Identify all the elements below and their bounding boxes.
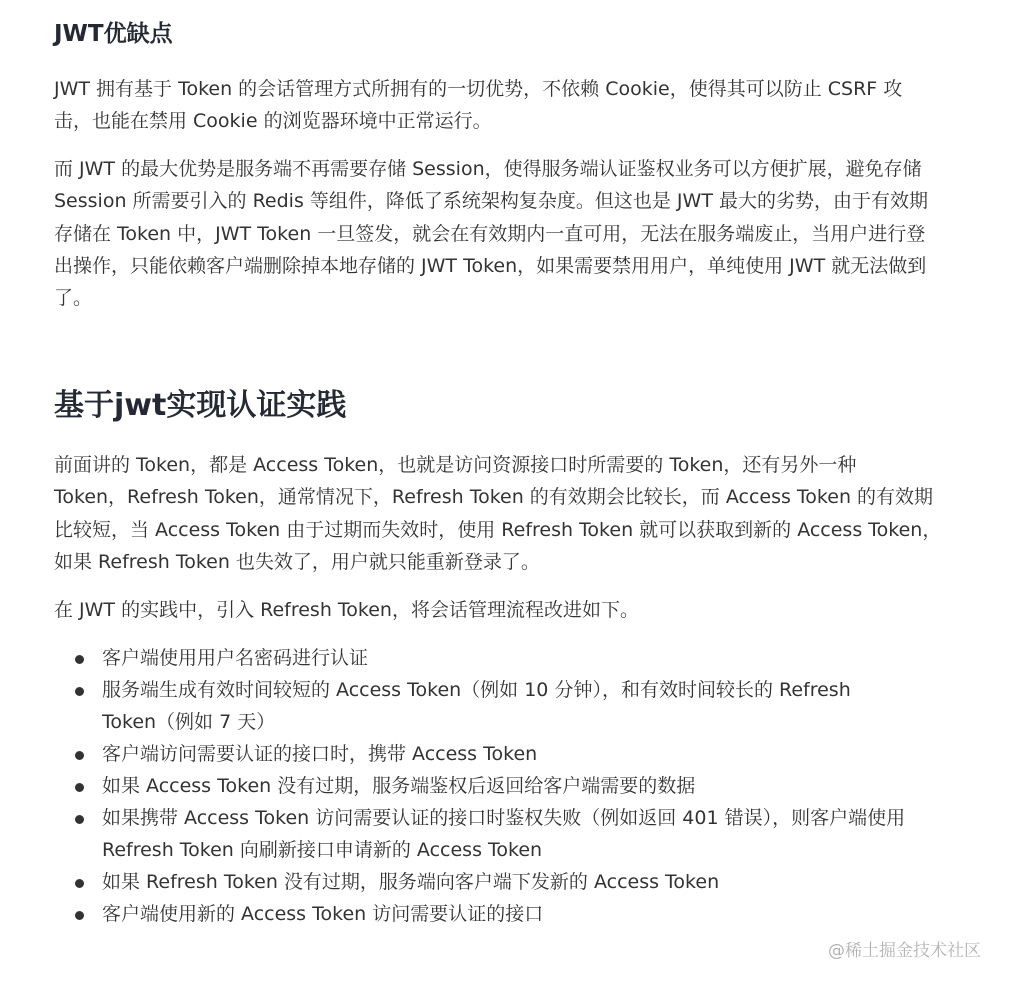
watermark: @稀土掘金技术社区 bbox=[828, 941, 981, 961]
bullet-icon bbox=[75, 911, 84, 920]
bullet-icon bbox=[75, 879, 84, 888]
list-item bbox=[54, 866, 1002, 898]
list-item-line: Refresh Token 向刷新接口申请新的 Access Token bbox=[102, 839, 543, 861]
bullet-icon bbox=[75, 751, 84, 760]
paragraph-line: 如果 Refresh Token 也失效了，用户就只能重新登录了。 bbox=[54, 550, 540, 573]
list-item-line: 服务端生成有效时间较短的 Access Token（例如 10 分钟），和有效时间较长的 Refresh bbox=[102, 679, 851, 701]
list-item bbox=[54, 770, 1002, 802]
paragraph-line: 比较短，当 Access Token 由于过期而失效时，使用 Refresh Token 就可以获取到新的 Access Token， bbox=[54, 518, 942, 541]
list-item-line: 客户端使用用户名密码进行认证 bbox=[102, 647, 369, 669]
paragraph-jwt-advantages bbox=[54, 73, 1002, 138]
list-item bbox=[54, 802, 1002, 866]
paragraph-line: 出操作，只能依赖客户端删除掉本地存储的 JWT Token，如果需要禁用用户，单纯使用 JWT 就无法做到 bbox=[54, 254, 927, 277]
list-item-line: Token（例如 7 天） bbox=[102, 711, 276, 733]
paragraph-line: 击，也能在禁用 Cookie 的浏览器环境中正常运行。 bbox=[54, 110, 492, 133]
list-item-line: 如果携带 Access Token 访问需要认证的接口时鉴权失败（例如返回 401 错误），则客户端使用 bbox=[102, 807, 906, 829]
list-item bbox=[54, 674, 1002, 738]
paragraph-line: Token，Refresh Token，通常情况下，Refresh Token 的有效期会比较长，而 Access Token 的有效期 bbox=[54, 486, 934, 509]
session-flow-list bbox=[54, 642, 1002, 930]
paragraph-refresh-token-intro bbox=[54, 449, 1002, 578]
list-item-line: 如果 Access Token 没有过期，服务端鉴权后返回给客户端需要的数据 bbox=[102, 775, 696, 797]
list-item-line: 客户端访问需要认证的接口时，携带 Access Token bbox=[102, 743, 538, 765]
list-item bbox=[54, 898, 1002, 930]
paragraph-jwt-tradeoffs bbox=[54, 153, 1002, 314]
list-item bbox=[54, 738, 1002, 770]
bullet-icon bbox=[75, 687, 84, 696]
paragraph-flow-intro bbox=[54, 594, 1002, 626]
paragraph-line: 了。 bbox=[54, 287, 93, 310]
section-heading-jwt-practice: 基于jwt实现认证实践 bbox=[54, 388, 347, 423]
paragraph-line: 而 JWT 的最大优势是服务端不再需要存储 Session，使得服务端认证鉴权业务可以方便扩展，避免存储 bbox=[54, 158, 922, 180]
bullet-icon bbox=[75, 655, 84, 664]
bullet-icon bbox=[75, 783, 84, 792]
bullet-icon bbox=[75, 815, 84, 824]
list-item bbox=[54, 642, 1002, 674]
paragraph-line: 在 JWT 的实践中，引入 Refresh Token，将会话管理流程改进如下。 bbox=[54, 599, 639, 621]
list-item-line: 如果 Refresh Token 没有过期，服务端向客户端下发新的 Access Token bbox=[102, 871, 720, 893]
paragraph-line: Session 所需要引入的 Redis 等组件，降低了系统架构复杂度。但这也是 JWT 最大的劣势，由于有效期 bbox=[54, 190, 928, 213]
paragraph-line: 存储在 Token 中，JWT Token 一旦签发，就会在有效期内一直可用，无法在服务端废止，当用户进行登 bbox=[54, 222, 926, 245]
section-heading-jwt-pros-cons: JWT优缺点 bbox=[54, 21, 173, 47]
paragraph-line: 前面讲的 Token，都是 Access Token，也就是访问资源接口时所需要的 Token，还有另外一种 bbox=[54, 454, 857, 476]
paragraph-line: JWT 拥有基于 Token 的会话管理方式所拥有的一切优势，不依赖 Cookie，使得其可以防止 CSRF 攻 bbox=[54, 78, 903, 100]
list-item-line: 客户端使用新的 Access Token 访问需要认证的接口 bbox=[102, 903, 544, 925]
